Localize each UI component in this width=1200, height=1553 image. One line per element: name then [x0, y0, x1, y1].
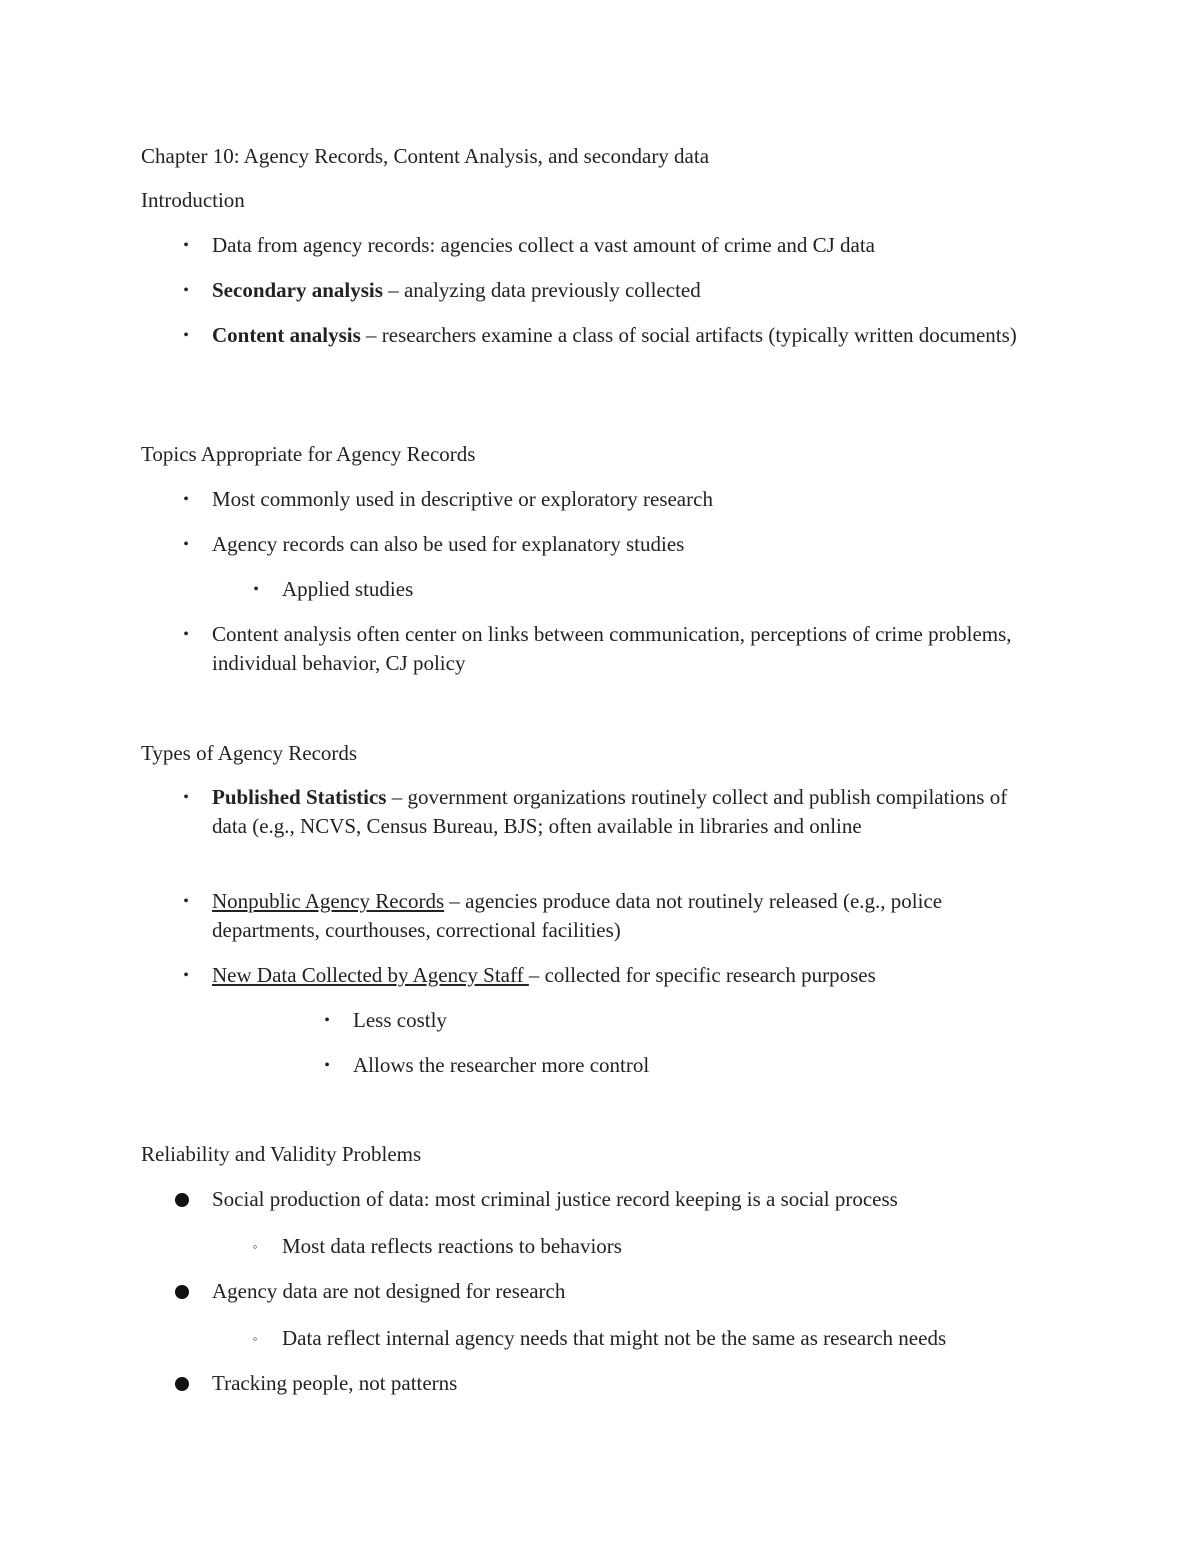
list-item: • Content analysis – researchers examine a class of social artifacts (typically written documents) [212, 321, 1042, 350]
list-item: Tracking people, not patterns [212, 1369, 1042, 1398]
list-item: • Most commonly used in descriptive or exploratory research [212, 485, 1042, 514]
list-item: • Applied studies [282, 575, 1042, 604]
filled-bullet-icon [175, 1193, 189, 1207]
section-heading-types: Types of Agency Records [141, 741, 358, 765]
section-heading-topics: Topics Appropriate for Agency Records [141, 442, 476, 466]
filled-bullet-icon [175, 1377, 189, 1391]
bullet-icon: • [324, 1057, 330, 1074]
section-heading-reliability: Reliability and Validity Problems [141, 1142, 422, 1166]
bullet-icon: • [253, 581, 259, 598]
bullet-icon: • [183, 789, 189, 806]
list-item: • Data from agency records: agencies collect a vast amount of crime and CJ data [212, 231, 1042, 260]
term-label: Secondary analysis [212, 278, 383, 302]
hollow-bullet-icon: ◦ [252, 1239, 258, 1254]
list-item: • New Data Collected by Agency Staff – collected for specific research purposes [212, 961, 1042, 990]
list-item: • Less costly [353, 1006, 1043, 1035]
term-label: Nonpublic Agency Records [212, 889, 445, 913]
chapter-title: Chapter 10: Agency Records, Content Analysis, and secondary data [141, 144, 710, 168]
bullet-icon: • [183, 536, 189, 553]
bullet-icon: • [183, 893, 189, 910]
hollow-bullet-icon: ◦ [252, 1331, 258, 1346]
section-heading-introduction: Introduction [141, 188, 245, 212]
list-item: ◦ Data reflect internal agency needs that might not be the same as research needs [282, 1324, 1042, 1353]
bullet-icon: • [183, 237, 189, 254]
bullet-icon: • [183, 967, 189, 984]
bullet-icon: • [183, 626, 189, 643]
bullet-icon: • [324, 1012, 330, 1029]
list-item: • Secondary analysis – analyzing data previously collected [212, 276, 1042, 305]
list-item: Social production of data: most criminal justice record keeping is a social process [212, 1185, 1042, 1214]
filled-bullet-icon [175, 1285, 189, 1299]
term-label: Published Statistics [212, 785, 387, 809]
list-item: ◦ Most data reflects reactions to behaviors [282, 1232, 1042, 1261]
list-item: • Allows the researcher more control [353, 1051, 1043, 1080]
term-label: New Data Collected by Agency Staff [212, 963, 529, 987]
bullet-icon: • [183, 491, 189, 508]
term-label: Content analysis [212, 323, 361, 347]
bullet-icon: • [183, 282, 189, 299]
list-item: • Published Statistics – government organizations routinely collect and publish compilations of data (e.g., NCVS, Census Bureau, BJS; often available in libraries and online [212, 783, 1042, 841]
list-item: • Content analysis often center on links between communication, perceptions of crime problems, individual behavior, CJ policy [212, 620, 1042, 678]
list-item: Agency data are not designed for research [212, 1277, 1042, 1306]
list-item: • Nonpublic Agency Records – agencies produce data not routinely released (e.g., police departments, courthouses, correctional facilities) [212, 887, 1042, 945]
bullet-icon: • [183, 327, 189, 344]
list-item: • Agency records can also be used for explanatory studies [212, 530, 1042, 559]
